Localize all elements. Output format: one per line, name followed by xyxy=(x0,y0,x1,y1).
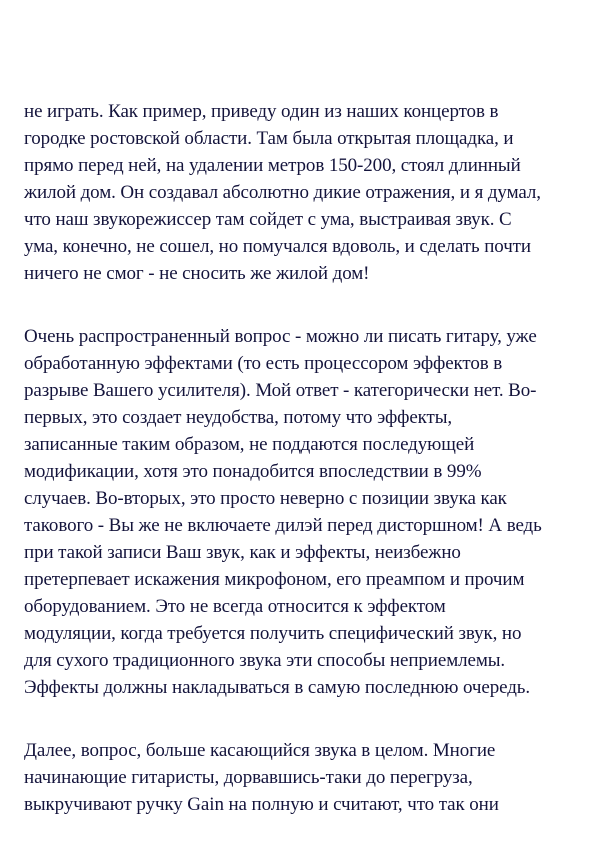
paragraph-effects-recording xyxy=(24,323,584,701)
text-line: Эффекты должны накладываться в самую последнюю очередь. xyxy=(24,677,530,698)
text-line: для сухого традиционного звука эти способы неприемлемы. xyxy=(24,650,506,671)
text-line: записанные таким образом, не поддаются последующей xyxy=(24,434,475,455)
text-line: модуляции, когда требуется получить специфический звук, но xyxy=(24,623,522,644)
text-line: ума, конечно, не сошел, но помучался вдоволь, и сделать почти xyxy=(24,236,531,257)
text-line: разрыве Вашего усилителя). Мой ответ - категорически нет. Во- xyxy=(24,380,537,401)
text-line: Далее, вопрос, больше касающийся звука в целом. Многие xyxy=(24,740,496,761)
text-line: городке ростовской области. Там была открытая площадка, и xyxy=(24,128,514,149)
text-line: что наш звукорежиссер там сойдет с ума, выстраивая звук. С xyxy=(24,209,512,230)
text-line: модификации, хотя это понадобится впоследствии в 99% xyxy=(24,461,482,482)
paragraph-gain-overdrive xyxy=(24,737,584,818)
text-line: случаев. Во-вторых, это просто неверно с позиции звука как xyxy=(24,488,507,509)
text-line: при такой записи Ваш звук, как и эффекты, неизбежно xyxy=(24,542,461,563)
text-line: выкручивают ручку Gain на полную и считают, что так они xyxy=(24,794,499,815)
text-line: претерпевает искажения микрофоном, его преампом и прочим xyxy=(24,569,525,590)
text-line: не играть. Как пример, приведу один из наших концертов в xyxy=(24,101,499,122)
text-line: ничего не смог - не сносить же жилой дом! xyxy=(24,263,370,284)
text-line: такового - Вы же не включаете дилэй перед дисторшном! А ведь xyxy=(24,515,542,536)
text-line: жилой дом. Он создавал абсолютно дикие отражения, и я думал, xyxy=(24,182,541,203)
text-line: оборудованием. Это не всегда относится к эффектом xyxy=(24,596,446,617)
text-line: прямо перед ней, на удалении метров 150-200, стоял длинный xyxy=(24,155,521,176)
text-line: первых, это создает неудобства, потому что эффекты, xyxy=(24,407,453,428)
text-line: начинающие гитаристы, дорвавшись-таки до перегруза, xyxy=(24,767,473,788)
paragraph-concert-acoustics xyxy=(24,98,584,287)
text-line: обработанную эффектами (то есть процессором эффектов в xyxy=(24,353,503,374)
text-line: Очень распространенный вопрос - можно ли писать гитару, уже xyxy=(24,326,537,347)
